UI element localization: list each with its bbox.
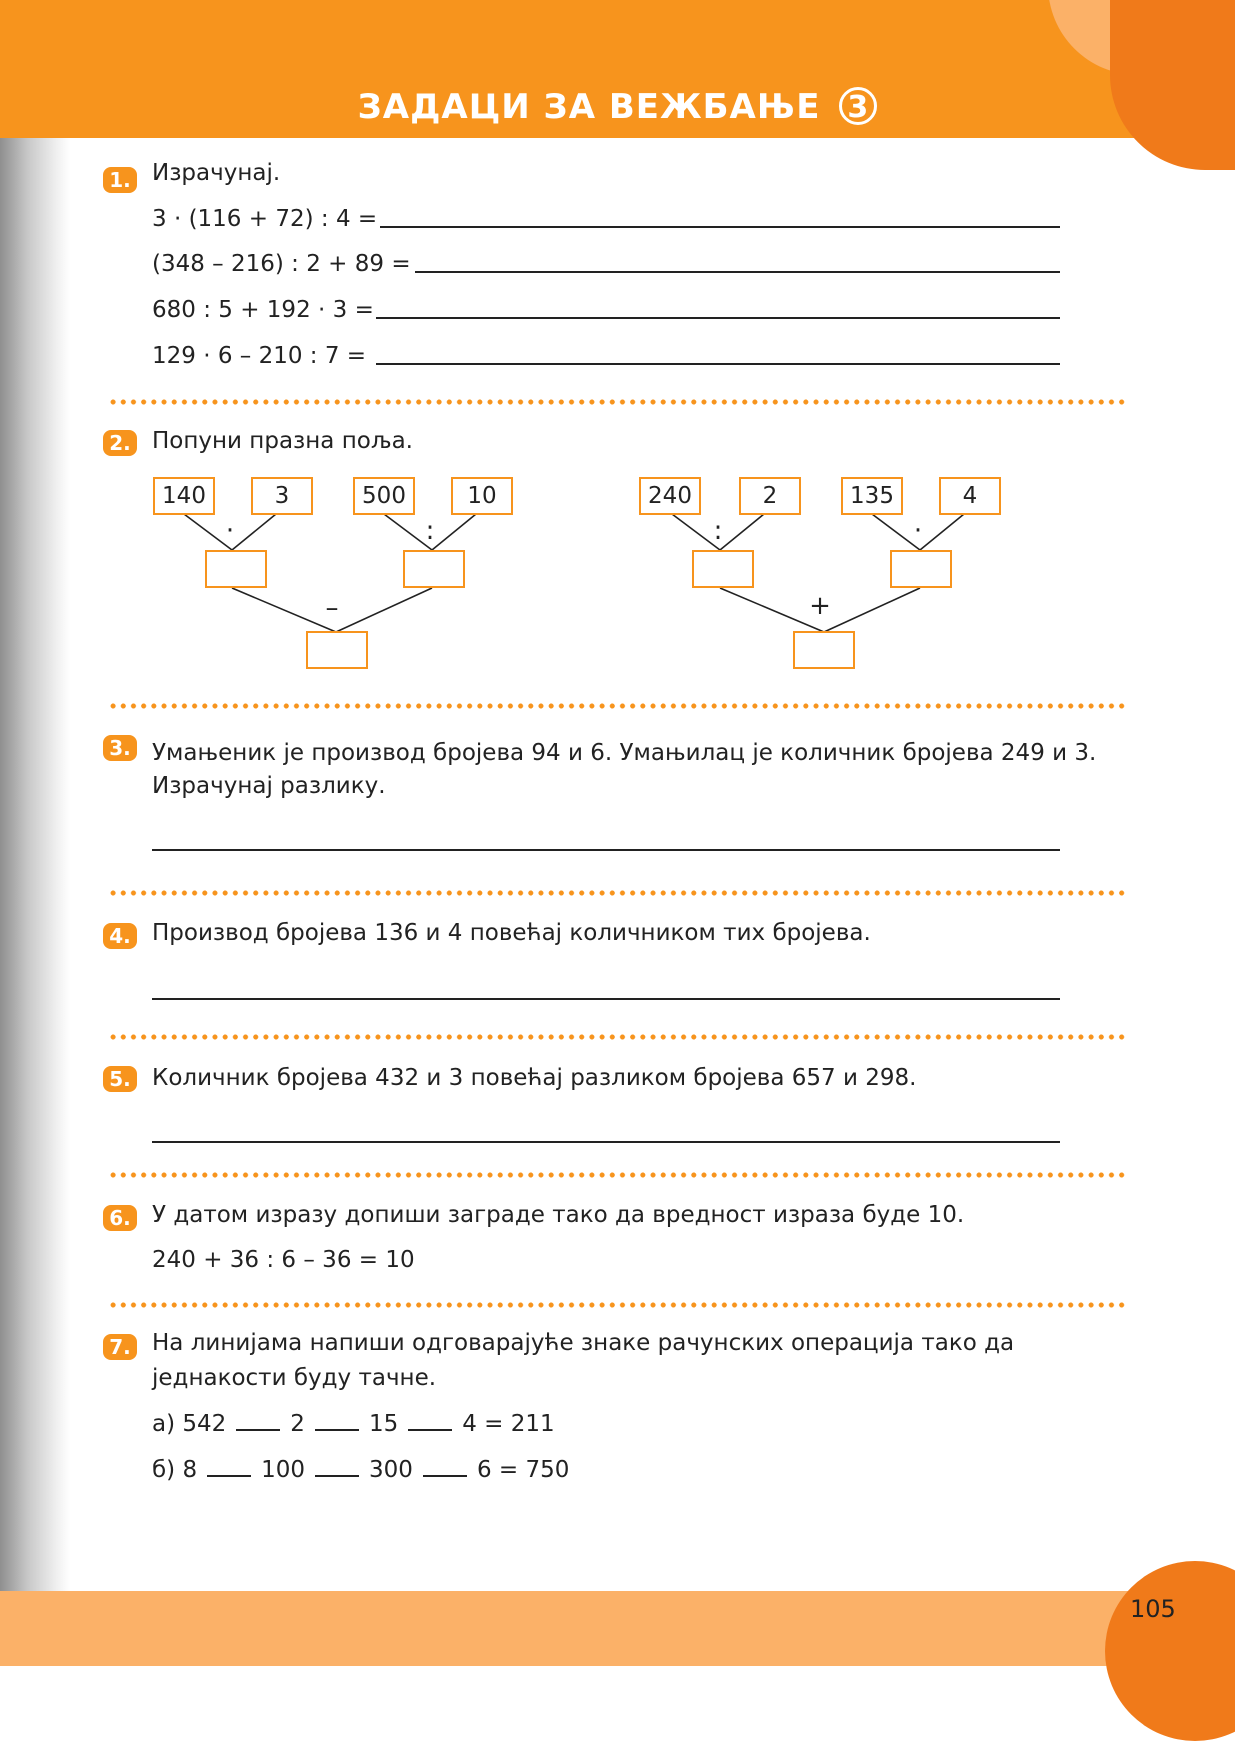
tree-operator: – bbox=[325, 593, 339, 623]
tree-operator: : bbox=[713, 516, 723, 546]
tree-operator: + bbox=[809, 591, 831, 621]
operator-blank[interactable] bbox=[315, 1411, 359, 1431]
task-3-text: Израчунај разлику. bbox=[152, 773, 386, 799]
tree-input-box: 10 bbox=[451, 477, 513, 515]
task-number-badge: 5. bbox=[103, 1066, 137, 1092]
equation-label: а) bbox=[152, 1411, 176, 1437]
equation-number: 542 bbox=[182, 1411, 227, 1437]
page-number: 105 bbox=[1130, 1595, 1176, 1623]
equation-result: = 750 bbox=[498, 1457, 570, 1483]
tree-input-box: 135 bbox=[841, 477, 903, 515]
task-number-badge: 2. bbox=[103, 430, 137, 456]
equation-label: б) bbox=[152, 1457, 176, 1483]
tree-input-box: 500 bbox=[353, 477, 415, 515]
equation-number: 6 bbox=[476, 1457, 492, 1483]
section-divider bbox=[108, 703, 1128, 709]
task-number-badge: 4. bbox=[103, 923, 137, 949]
equation-result: = 211 bbox=[484, 1411, 555, 1437]
task-7-equation-a bbox=[152, 1411, 555, 1437]
task-number-badge: 6. bbox=[103, 1205, 137, 1231]
tree-operator: : bbox=[425, 516, 435, 546]
tree-operator: · bbox=[225, 516, 235, 546]
equation-number: 2 bbox=[290, 1411, 305, 1437]
task-1-expression: 680 : 5 + 192 · 3 = bbox=[152, 297, 374, 323]
task-1-expression: (348 – 216) : 2 + 89 = bbox=[152, 251, 411, 277]
tree-answer-box[interactable] bbox=[403, 550, 465, 588]
task-3-text: Умањеник је производ бројева 94 и 6. Умањилац је количник бројева 249 и 3. bbox=[152, 740, 1097, 766]
equation-number: 300 bbox=[369, 1457, 413, 1483]
task-number-badge: 7. bbox=[103, 1334, 137, 1360]
task-5-text: Количник бројева 432 и 3 повећај разликом бројева 657 и 298. bbox=[152, 1065, 917, 1091]
section-divider bbox=[108, 1172, 1128, 1178]
operator-blank[interactable] bbox=[408, 1411, 452, 1431]
page-title-text: ЗАДАЦИ ЗА ВЕЖБАЊЕ bbox=[357, 87, 821, 127]
task-6-expression: 240 + 36 : 6 – 36 = 10 bbox=[152, 1247, 415, 1273]
section-divider bbox=[108, 890, 1128, 896]
task-1-expression: 129 · 6 – 210 : 7 = bbox=[152, 343, 367, 369]
operator-blank[interactable] bbox=[236, 1411, 280, 1431]
tree-answer-box[interactable] bbox=[306, 631, 368, 669]
section-divider bbox=[108, 1034, 1128, 1040]
section-divider bbox=[108, 1302, 1128, 1308]
tree-input-box: 140 bbox=[153, 477, 215, 515]
task-7-text: На линијама напиши одговарајуће знаке рачунских операција тако да bbox=[152, 1330, 1015, 1356]
task-7-equation-b bbox=[152, 1457, 569, 1483]
equation-number: 100 bbox=[261, 1457, 306, 1483]
answer-line[interactable] bbox=[152, 1141, 1060, 1143]
equation-number: 4 bbox=[462, 1411, 477, 1437]
tree-input-box: 4 bbox=[939, 477, 1001, 515]
task-1-expression: 3 · (116 + 72) : 4 = bbox=[152, 206, 378, 232]
operator-blank[interactable] bbox=[315, 1457, 359, 1477]
tree-operator: · bbox=[913, 516, 923, 546]
tree-answer-box[interactable] bbox=[793, 631, 855, 669]
page-footer bbox=[0, 1591, 1235, 1666]
tree-answer-box[interactable] bbox=[205, 550, 267, 588]
answer-line[interactable] bbox=[152, 849, 1060, 851]
task-4-text: Производ бројева 136 и 4 повећај количником тих бројева. bbox=[152, 920, 871, 946]
tree-answer-box[interactable] bbox=[692, 550, 754, 588]
operator-blank[interactable] bbox=[423, 1457, 467, 1477]
equation-number: 8 bbox=[182, 1457, 198, 1483]
operator-blank[interactable] bbox=[207, 1457, 251, 1477]
task-7-text: једнакости буду тачне. bbox=[152, 1365, 437, 1391]
task-2-instruction: Попуни празна поља. bbox=[152, 428, 413, 454]
tree-input-box: 2 bbox=[739, 477, 801, 515]
tree-input-box: 3 bbox=[251, 477, 313, 515]
task-1-instruction: Израчунај. bbox=[152, 160, 281, 186]
tree-answer-box[interactable] bbox=[890, 550, 952, 588]
exercise-set-number: 3 bbox=[839, 87, 877, 125]
task-6-text: У датом изразу допиши заграде тако да вредност израза буде 10. bbox=[152, 1202, 965, 1228]
task-number-badge: 3. bbox=[103, 735, 137, 761]
equation-number: 15 bbox=[368, 1411, 399, 1437]
task-number-badge: 1. bbox=[103, 167, 137, 193]
tree-input-box: 240 bbox=[639, 477, 701, 515]
answer-line[interactable] bbox=[152, 998, 1060, 1000]
